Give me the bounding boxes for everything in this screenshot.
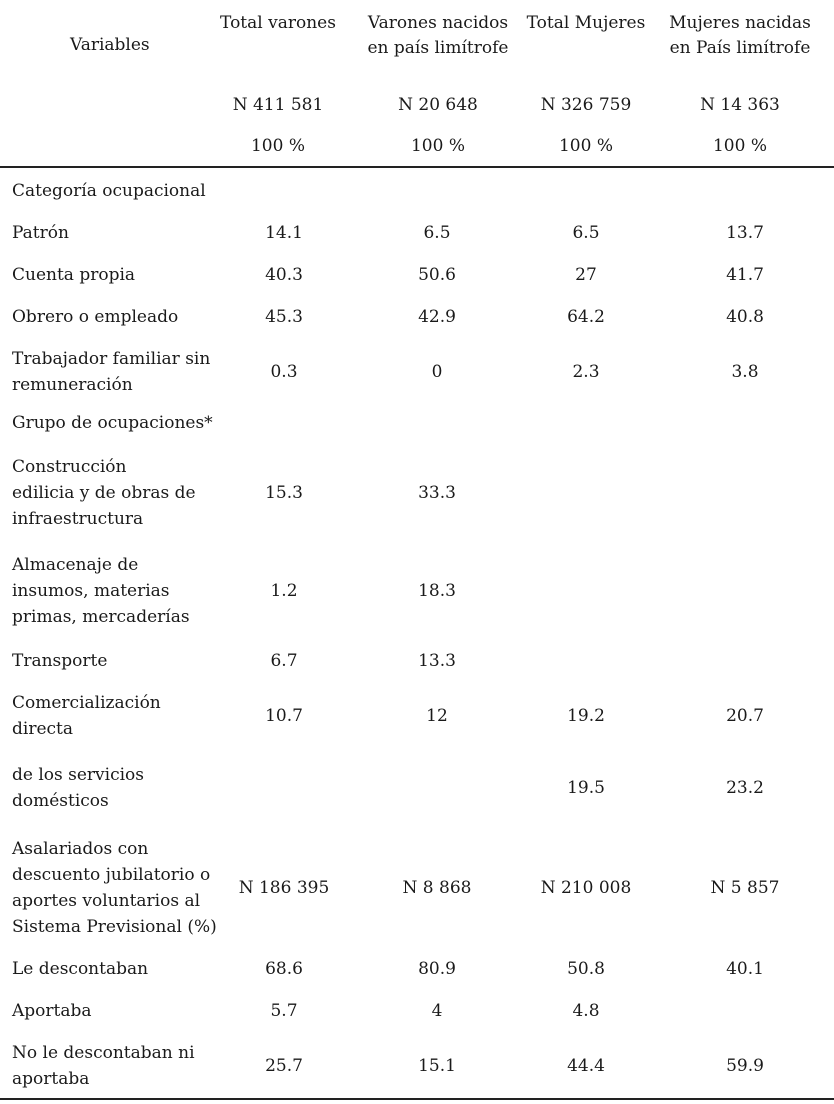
table-cell: N 210 008 xyxy=(540,878,632,898)
table-cell: 19.2 xyxy=(567,706,605,726)
row-label: Comercialización xyxy=(12,693,161,713)
table-cell: 40.8 xyxy=(726,307,764,327)
row-label: edilicia y de obras de xyxy=(12,483,196,503)
table-cell: 4 xyxy=(431,1001,443,1021)
table-cell: N 5 857 xyxy=(710,878,780,898)
table-cell: 18.3 xyxy=(418,581,456,601)
table-cell: 33.3 xyxy=(418,483,456,503)
table-cell: 59.9 xyxy=(726,1056,764,1076)
row-label: Grupo de ocupaciones* xyxy=(12,413,213,433)
table-cell: 50.6 xyxy=(418,265,456,285)
table-cell: 25.7 xyxy=(265,1056,303,1076)
table-cell: 40.1 xyxy=(726,959,764,979)
header-variables: Variables xyxy=(70,35,150,55)
row-label: Transporte xyxy=(12,651,108,671)
header-pct-total-varones: 100 % xyxy=(250,136,305,156)
table-cell: 4.8 xyxy=(572,1001,600,1021)
table-cell: 13.3 xyxy=(418,651,456,671)
row-label: Trabajador familiar sin xyxy=(12,349,211,369)
header-n-varones-limitrofe: N 20 648 xyxy=(398,95,478,115)
header-pct-total-mujeres: 100 % xyxy=(558,136,613,156)
table-cell: 42.9 xyxy=(418,307,456,327)
row-label: insumos, materias xyxy=(12,581,170,601)
row-label: Almacenaje de xyxy=(12,555,139,575)
row-label: Sistema Previsional (%) xyxy=(12,917,217,937)
row-label: Aportaba xyxy=(12,1001,92,1021)
row-label: Obrero o empleado xyxy=(12,307,179,327)
row-label: Cuenta propia xyxy=(12,265,136,285)
table-cell: N 8 868 xyxy=(402,878,472,898)
header-col-total-mujeres: Total Mujeres xyxy=(526,13,646,33)
table-cell: 6.5 xyxy=(572,223,600,243)
row-label: No le descontaban ni xyxy=(12,1043,195,1063)
table-cell: 19.5 xyxy=(567,778,605,798)
header-col-total-varones: Total varones xyxy=(220,13,336,33)
table-cell: 27 xyxy=(575,265,597,285)
table-cell: 1.2 xyxy=(270,581,298,601)
row-label: remuneración xyxy=(12,375,133,395)
row-label: descuento jubilatorio o xyxy=(12,865,211,885)
table-cell: 64.2 xyxy=(567,307,605,327)
table-cell: 15.3 xyxy=(265,483,303,503)
bottom-rule xyxy=(0,1098,834,1100)
row-label: aportaba xyxy=(12,1069,90,1089)
row-label: Construcción xyxy=(12,457,127,477)
header-n-total-mujeres: N 326 759 xyxy=(540,95,632,115)
table-cell: 50.8 xyxy=(567,959,605,979)
header-col-mujeres-limitrofe-line1: Mujeres nacidas xyxy=(669,13,811,33)
table-cell: 40.3 xyxy=(265,265,303,285)
header-col-varones-limitrofe-line1: Varones nacidos xyxy=(367,13,509,33)
table-cell: 15.1 xyxy=(418,1056,456,1076)
header-pct-mujeres-limitrofe: 100 % xyxy=(712,136,767,156)
table-cell: 23.2 xyxy=(726,778,764,798)
table-cell: 44.4 xyxy=(567,1056,605,1076)
table-cell: 41.7 xyxy=(726,265,764,285)
table-cell: 6.7 xyxy=(270,651,298,671)
table-cell: 80.9 xyxy=(418,959,456,979)
row-label: Le descontaban xyxy=(12,959,149,979)
table-cell: 6.5 xyxy=(423,223,451,243)
row-label: aportes voluntarios al xyxy=(12,891,201,911)
table-cell: 45.3 xyxy=(265,307,303,327)
header-col-mujeres-limitrofe-line2: en País limítrofe xyxy=(669,38,811,58)
row-label: primas, mercaderías xyxy=(12,607,190,627)
table-cell: 12 xyxy=(426,706,448,726)
header-n-total-varones: N 411 581 xyxy=(232,95,324,115)
table-cell: 5.7 xyxy=(270,1001,298,1021)
row-label: Asalariados con xyxy=(12,839,149,859)
row-label: infraestructura xyxy=(12,509,144,529)
table-cell: 10.7 xyxy=(265,706,303,726)
row-label: domésticos xyxy=(12,791,109,811)
table-cell: 0.3 xyxy=(270,362,298,382)
table-cell: 2.3 xyxy=(572,362,600,382)
table-cell: 0 xyxy=(431,362,443,382)
table-cell: 68.6 xyxy=(265,959,303,979)
table-cell: 3.8 xyxy=(731,362,759,382)
header-col-varones-limitrofe-line2: en país limítrofe xyxy=(367,38,509,58)
table-cell: 14.1 xyxy=(265,223,303,243)
table-cell: N 186 395 xyxy=(238,878,330,898)
row-label: directa xyxy=(12,719,73,739)
row-label: de los servicios xyxy=(12,765,145,785)
header-pct-varones-limitrofe: 100 % xyxy=(410,136,465,156)
row-label: Categoría ocupacional xyxy=(12,181,206,201)
row-label: Patrón xyxy=(12,223,69,243)
table-cell: 13.7 xyxy=(726,223,764,243)
header-n-mujeres-limitrofe: N 14 363 xyxy=(700,95,780,115)
table-cell: 20.7 xyxy=(726,706,764,726)
